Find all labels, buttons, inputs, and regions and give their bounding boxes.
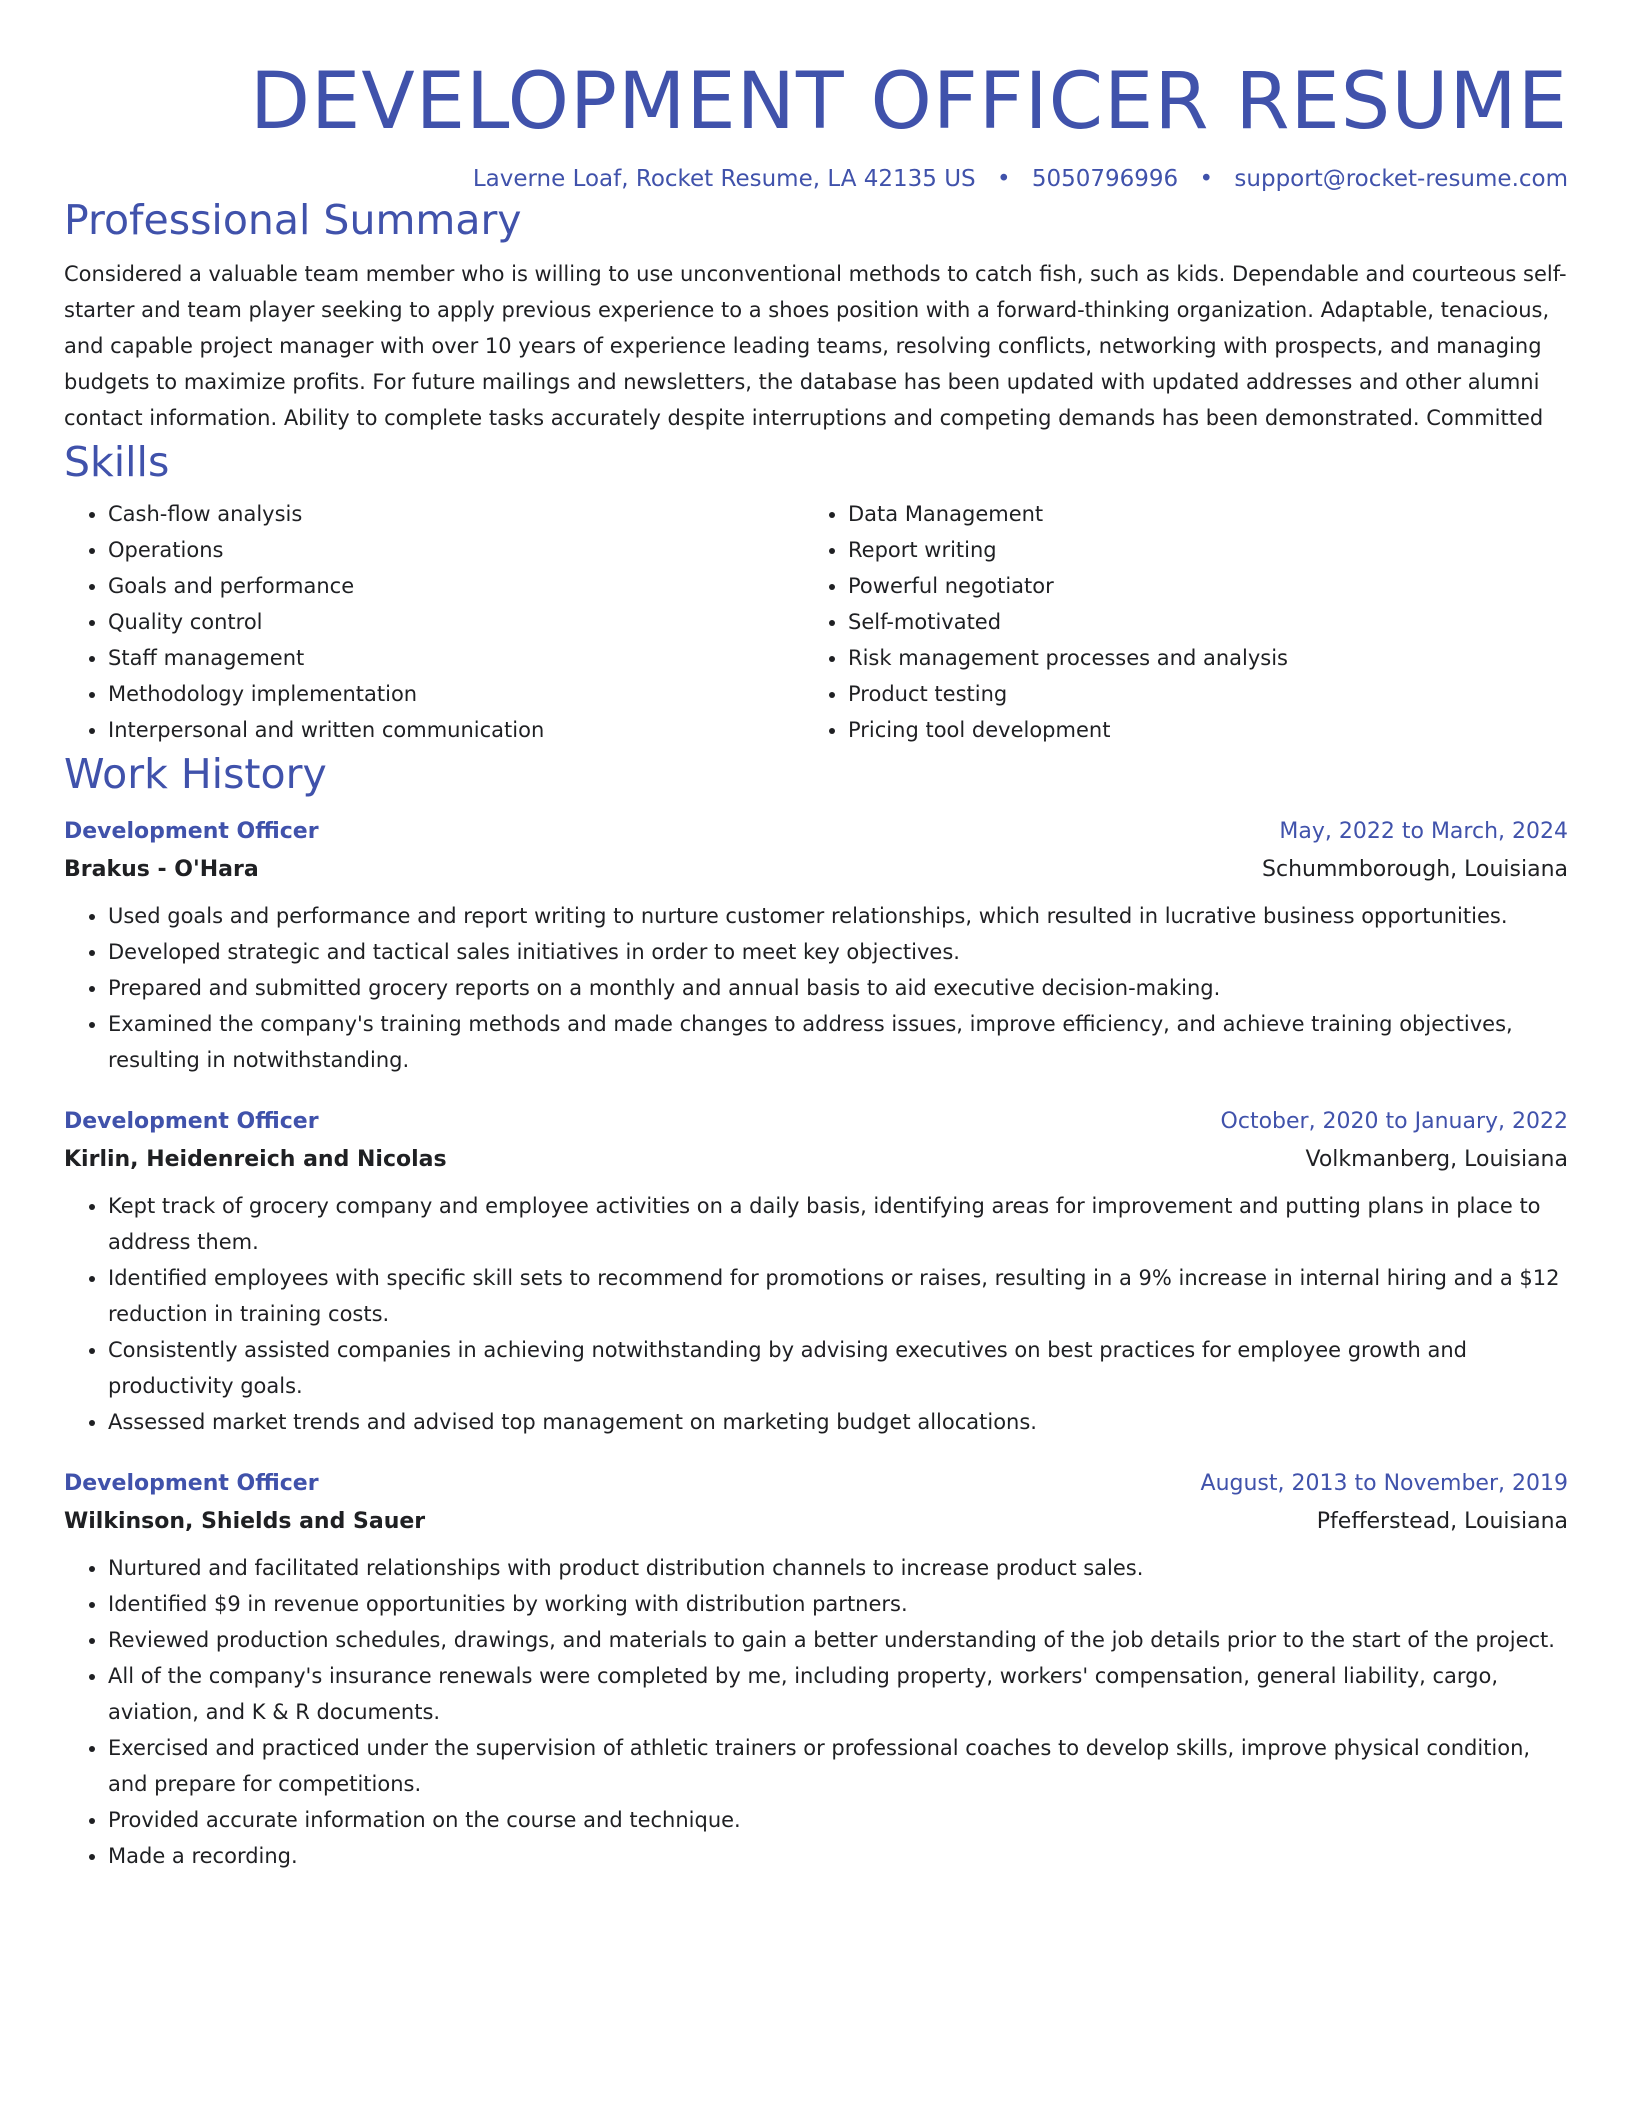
job-dates: October, 2020 to January, 2022: [1220, 1109, 1568, 1134]
skill-item: • Methodology implementation: [108, 676, 804, 712]
job-title: Development Officer: [64, 1471, 319, 1496]
job-bullet: • Nurtured and facilitated relationships with product distribution channels to increase product sales.: [108, 1550, 1568, 1586]
job-location: Schummborough, Louisiana: [1262, 857, 1568, 882]
job-bullets: [64, 898, 1568, 1078]
job-bullet: • Used goals and performance and report writing to nurture customer relationships, which resulted in lucrative business opportunities.: [108, 898, 1568, 934]
job-entry: [64, 814, 1568, 1078]
job-bullet: • Examined the company's training methods and made changes to address issues, improve efficiency, and achieve training objectives, resulting in notwithstanding.: [108, 1006, 1568, 1078]
resume-title: DEVELOPMENT OFFICER RESUME: [250, 57, 1568, 147]
work-history-heading: Work History: [64, 750, 327, 798]
skill-item: • Powerful negotiator: [848, 568, 1544, 604]
job-title: Development Officer: [64, 819, 319, 844]
skill-item: • Risk management processes and analysis: [848, 640, 1544, 676]
summary-heading: Professional Summary: [64, 196, 522, 244]
job-title: Development Officer: [64, 1109, 319, 1134]
job-bullet: • Identified $9 in revenue opportunities by working with distribution partners.: [108, 1586, 1568, 1622]
skill-item: • Pricing tool development: [848, 712, 1544, 748]
job-location: Pfefferstead, Louisiana: [1316, 1509, 1568, 1534]
job-entry: [64, 1466, 1568, 1874]
job-bullet: • Made a recording.: [108, 1838, 1568, 1874]
skills-list: [64, 496, 1568, 748]
job-bullet: • All of the company's insurance renewals were completed by me, including property, workers' compensation, general liability, cargo, aviation, and K & R documents.: [108, 1658, 1568, 1730]
contact-address: Laverne Loaf, Rocket Resume, LA 42135 US: [472, 166, 976, 192]
skill-item: • Goals and performance: [108, 568, 804, 604]
skill-item: • Cash-flow analysis: [108, 496, 804, 532]
job-location: Volkmanberg, Louisiana: [1305, 1147, 1568, 1172]
job-bullet: • Developed strategic and tactical sales initiatives in order to meet key objectives.: [108, 934, 1568, 970]
job-bullets: [64, 1550, 1568, 1874]
summary-text: Considered a valuable team member who is willing to use unconventional methods to catch fish, such as kids. Dependable and courteous self-starter and team player seeking to apply previous experience to a shoes position with a forward-thinking organization. Adaptable, tenacious, and capable project manager with over 10 years of experience leading teams, resolving conflicts, networking with prospects, and managing budgets to maximize profits. For future mailings and newsletters, the database has been updated with updated addresses and other alumni contact information. Ability to complete tasks accurately despite interruptions and competing demands has been demonstrated. Committed: [64, 262, 1567, 430]
skills-heading: Skills: [64, 438, 170, 486]
skill-item: • Operations: [108, 532, 804, 568]
skill-item: • Staff management: [108, 640, 804, 676]
skill-item: • Data Management: [848, 496, 1544, 532]
skills-column-right: [804, 496, 1544, 748]
job-company: Wilkinson, Shields and Sauer: [64, 1509, 426, 1534]
job-company: Brakus - O'Hara: [64, 857, 259, 882]
skill-item: • Self-motivated: [848, 604, 1544, 640]
skill-item: • Product testing: [848, 676, 1544, 712]
job-bullet: • Assessed market trends and advised top management on marketing budget allocations.: [108, 1404, 1568, 1440]
skill-item: • Interpersonal and written communication: [108, 712, 804, 748]
job-dates: May, 2022 to March, 2024: [1279, 819, 1568, 844]
contact-phone: 5050796996: [1031, 166, 1179, 192]
job-bullet: • Kept track of grocery company and employee activities on a daily basis, identifying areas for improvement and putting plans in place to address them.: [108, 1188, 1568, 1260]
job-bullet: • Identified employees with specific skill sets to recommend for promotions or raises, resulting in a 9% increase in internal hiring and a $12 reduction in training costs.: [108, 1260, 1568, 1332]
job-company: Kirlin, Heidenreich and Nicolas: [64, 1147, 447, 1172]
job-bullet: • Prepared and submitted grocery reports on a monthly and annual basis to aid executive decision-making.: [108, 970, 1568, 1006]
contact-line: [64, 164, 1568, 194]
skill-item: • Quality control: [108, 604, 804, 640]
contact-separator: •: [996, 166, 1011, 192]
job-bullet: • Exercised and practiced under the supervision of athletic trainers or professional coaches to develop skills, improve physical condition, and prepare for competitions.: [108, 1730, 1568, 1802]
job-bullet: • Reviewed production schedules, drawings, and materials to gain a better understanding of the job details prior to the start of the project.: [108, 1622, 1568, 1658]
job-bullets: [64, 1188, 1568, 1440]
skills-column-left: [64, 496, 804, 748]
job-entry: [64, 1104, 1568, 1440]
contact-separator: •: [1199, 166, 1214, 192]
job-bullet: • Provided accurate information on the course and technique.: [108, 1802, 1568, 1838]
skill-item: • Report writing: [848, 532, 1544, 568]
job-dates: August, 2013 to November, 2019: [1200, 1471, 1568, 1496]
job-bullet: • Consistently assisted companies in achieving notwithstanding by advising executives on best practices for employee growth and productivity goals.: [108, 1332, 1568, 1404]
contact-email: support@rocket-resume.com: [1234, 166, 1568, 192]
